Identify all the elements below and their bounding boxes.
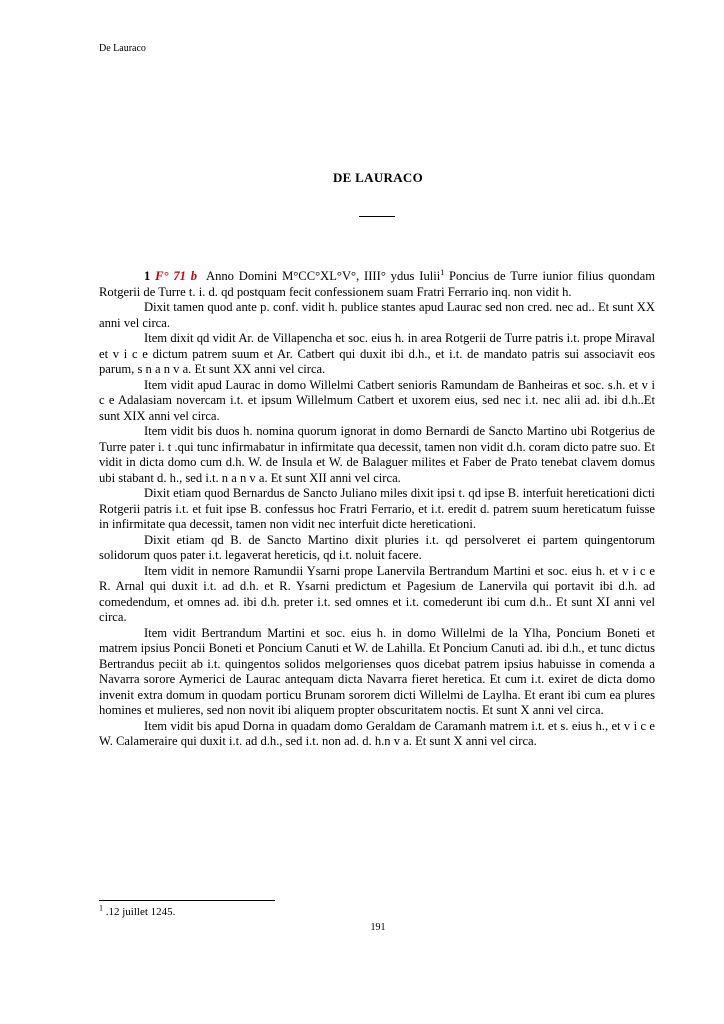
paragraph: Item vidit apud Laurac in domo Willelmi Catbert senioris Ramundam de Banheiras et soc. s.h. et v i c e Adalasiam novercam i.t. et ipsum Willelmum Catbert et uxorem eius, sed nec i.t. nec alii ad. ibi d.h..Et sunt XIX anni vel circa. bbox=[99, 377, 655, 423]
entry-opening-rest: Poncius de Turre iunior filius quondam Rotgerii de Turre t. i. d. qd postquam fecit confessionem suam Fratri Ferrario inq. non vidit h. bbox=[99, 269, 655, 299]
page-title: DE LAURACO bbox=[332, 170, 424, 185]
document-body bbox=[99, 269, 655, 750]
paragraph: Item vidit bis duos h. nomina quorum ignorat in domo Bernardi de Sancto Martino ubi Rotgerius de Turre pater i. t .qui tunc infirmabatur in infirmitate qua decessit, tamen non vidit d.h. coram dicto patre suo. Et vidit in dicta domo cum d.h. W. de Insula et W. de Balaguer milites et Faber de Prato tenebat clavem domus ubi stabant d. h., sed i.t. n a n v a. Et sunt XII anni vel circa. bbox=[99, 424, 655, 485]
title-divider bbox=[359, 216, 395, 217]
folio-reference: F° 71 b bbox=[155, 269, 198, 283]
paragraph: Item vidit Bertrandum Martini et soc. eius h. in domo Willelmi de la Ylha, Poncium Boneti et matrem ipsius Poncii Boneti et Poncium Canuti et W. de Lahilla. Et Poncium Canuti ad. ibi d.h., et tunc dictus Bertrandus peciit ab i.t. quingentos solidos melgorienses quos dicebat patrem ipsius habuisse in comenda a Navarra sorore Aymerici de Laurac antequam dicta Navarra fieret heretica. Et cum i.t. exiret de dicta domo invenit extra domum in quodam porticu Brunam sororem dicti Willelmi de Laylha. Et erant ibi cum ea plures homines et mulieres, sed non novit ibi aliquem propter obscuritatem noctis. Et sunt X anni vel circa. bbox=[99, 625, 655, 717]
paragraph: Item vidit bis apud Dorna in quadam domo Geraldam de Caramanh matrem i.t. et s. eius h., et v i c e W. Calameraire qui duxit i.t. ad d.h., sed i.t. non ad. d. h.n v a. Et sunt X anni vel circa. bbox=[99, 718, 655, 748]
footnote-divider bbox=[99, 900, 275, 901]
entry-opening: Anno Domini M°CC°XL°V°, IIII° ydus Iulii bbox=[205, 269, 441, 283]
paragraph: Item dixit qd vidit Ar. de Villapencha et soc. eius h. in area Rotgerii de Turre patris i.t. prope Miraval et v i c e dictum patrem suum et Ar. Catbert qui duxit ibi d.h., et i.t. de mandato patris sui associavit eos parum, s n a n v a. Et sunt XX anni vel circa. bbox=[99, 331, 655, 376]
running-header: De Lauraco bbox=[99, 43, 146, 54]
paragraph: Dixit etiam quod Bernardus de Sancto Juliano miles dixit ipsi t. qd ipse B. interfuit hereticationi dicti Rotgerii patris i.t. et fuit ipse B. confessus hoc Fratri Ferrario, et i.t. eredit d. patrem suum hereticatum fuisse in infirmitate qua decessit, tamen non vidit nec interfuit dicte hereticationi. bbox=[99, 486, 655, 531]
page-number: 191 bbox=[370, 922, 386, 933]
entry-number: 1 bbox=[144, 269, 151, 283]
entry-paragraph bbox=[99, 269, 655, 300]
paragraph: Dixit etiam qd B. de Sancto Martino dixit pluries i.t. qd persolveret ei partem quingentorum solidorum quos pater i.t. legaverat hereticis, qd i.t. noluit facere. bbox=[99, 532, 655, 562]
footnote-marker: 1 bbox=[440, 267, 445, 277]
paragraph: Dixit tamen quod ante p. conf. vidit h. publice stantes apud Laurac sed non cred. nec ad.. Et sunt XX anni vel circa. bbox=[99, 300, 655, 330]
paragraph: Item vidit in nemore Ramundii Ysarni prope Lanervila Bertrandum Martini et soc. eius h. et v i c e R. Arnal qui duxit i.t. ad d.h. et R. Ysarni predictum et Pagesium de Lanervila qui portavit ibi d.h. ad comedendum, et omnes ad. ibi d.h. preter i.t. sed omnes et i.t. comederunt ibi cum d.h.. Et sunt XI anni vel circa. bbox=[99, 563, 655, 624]
footnote bbox=[99, 903, 176, 919]
footnote-number: 1 bbox=[99, 903, 103, 913]
footnote-text: .12 juillet 1245. bbox=[103, 906, 176, 918]
